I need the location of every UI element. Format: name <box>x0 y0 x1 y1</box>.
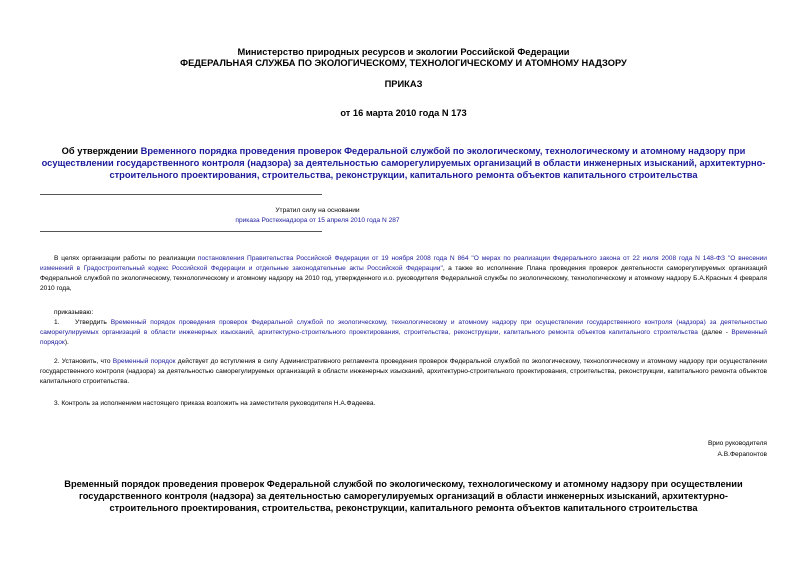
item-1-mid: (далее - <box>697 329 732 336</box>
item-1-link-2[interactable]: Временный порядок <box>40 329 767 346</box>
item-2 <box>40 357 767 387</box>
divider-bottom <box>40 231 322 232</box>
item-2-link[interactable]: Временный порядок <box>112 358 176 365</box>
item-1-number: 1. <box>54 319 60 326</box>
preamble-text-2: , а также во исполнение Плана проведения проверок деятельности саморегулируемых организаций Федеральной службой по экологическому, технологическому и атомному надзору на 2010 год, утвержденного и.о. руководителя Федеральной службы по экологическому, технологическому и атомному надзору Б.А.Красных 4 февраля 2010 года, <box>40 265 768 292</box>
divider-top <box>40 194 322 195</box>
item-2-text: действует до вступления в силу Административного регламента проведения проверок Федеральной службой по экологическому, технологическому и атомному надзору при осуществлении государственного контроля (надзора) за деятельностью саморегулируемых организаций в области инженерных изысканий, архитектурно-строительного проектирования, строительства, реконструкции, капитального ремонта объектов капитального строительства. <box>40 358 767 385</box>
item-1 <box>40 318 767 348</box>
order-word: приказываю: <box>54 309 94 316</box>
preamble-text-1: В целях организации работы по реализации <box>54 255 198 262</box>
preamble-paragraph <box>40 254 767 294</box>
notice-line: Утратил силу на основании <box>275 207 360 214</box>
item-1-end: ). <box>64 339 69 346</box>
document-title <box>40 145 767 181</box>
notice-block <box>40 206 595 226</box>
ministry-heading: Министерство природных ресурсов и экологии Российской Федерации <box>237 47 570 57</box>
notice-link[interactable]: приказа Ростехнадзора от 15 апреля 2010 года N 287 <box>235 217 400 224</box>
signature-name: А.В.Ферапонтов <box>717 451 767 458</box>
item-1-prefix: Утвердить <box>75 319 111 326</box>
item-1-link[interactable]: Временный порядок проведения проверок Федеральной службой по экологическому, технологическому и атомному надзору при осуществлении государственного контроля (надзора) за деятельностью саморегулируемых организаций в области инженерных изысканий, архитектурно-строительного проектирования, строительства, реконструкции, капитального ремонта объектов капитального строительства <box>40 319 768 336</box>
service-heading: ФЕДЕРАЛЬНАЯ СЛУЖБА ПО ЭКОЛОГИЧЕСКОМУ, ТЕХНОЛОГИЧЕСКОМУ И АТОМНОМУ НАДЗОРУ <box>180 58 627 68</box>
doc-type-heading: ПРИКАЗ <box>384 79 423 89</box>
item-3: 3. Контроль за исполнением настоящего приказа возложить на заместителя руководителя Н.А.Фадеева. <box>54 400 376 407</box>
title-prefix: Об утверждении <box>61 146 141 156</box>
date-number-heading: от 16 марта 2010 года N 173 <box>340 108 467 118</box>
item-2-prefix: 2. Установить, что <box>54 358 113 365</box>
appendix-title: Временный порядок проведения проверок Федеральной службой по экологическому, технологическому и атомному надзору при осуществлении государственного контроля (надзора) за деятельностью саморегулируемых организаций в области инженерных изысканий, архитектурно-строительного проектирования, строительства, реконструкции, капитального ремонта объектов капитального строительства <box>64 479 743 513</box>
title-link[interactable]: Временного порядка проведения проверок Федеральной службой по экологическому, технологическому и атомному надзору при осуществлении государственного контроля (надзора) за деятельностью саморегулируемых организаций в области инженерных изысканий, архитектурно-строительного проектирования, строительства, реконструкции, капитального ремонта объектов капитального строительства <box>41 146 766 180</box>
signature-role: Врио руководителя <box>707 440 767 447</box>
preamble-link[interactable]: постановления Правительства Российской Федерации от 19 ноября 2008 года N 864 "О мерах по реализации Федерального закона от 22 июля 2008 года N 148-ФЗ "О внесении изменений в Градостроительный кодекс Российской Федерации и отдельные законодательные акты Российской Федерации" <box>40 255 767 272</box>
